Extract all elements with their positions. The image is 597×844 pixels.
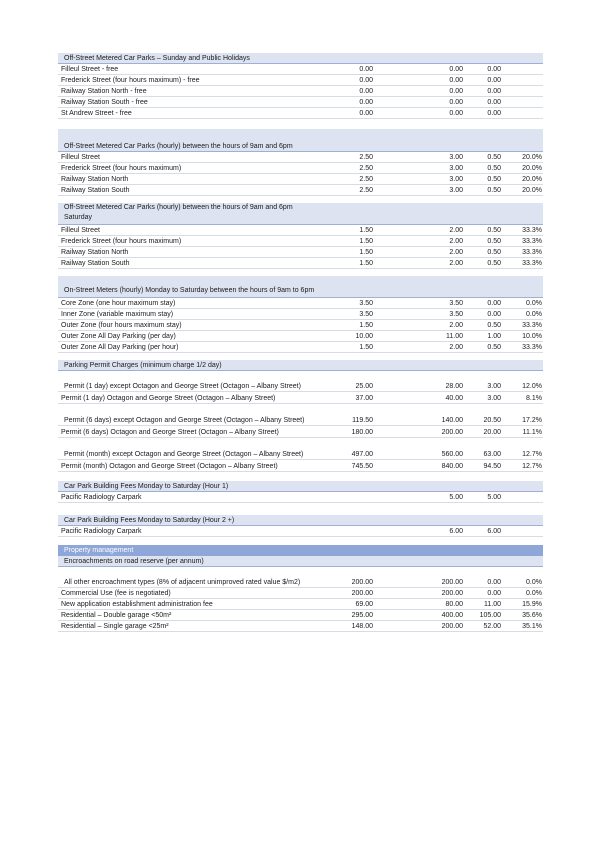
table-row <box>58 309 543 320</box>
cell-v1: 2.50 <box>359 176 373 183</box>
cell-v3: 11.00 <box>484 601 501 608</box>
row-label: Pacific Radiology Carpark <box>61 528 142 535</box>
row-label: Permit (1 day) Octagon and George Street (Octagon – Albany Street) <box>61 395 276 402</box>
table-row <box>58 460 543 472</box>
cell-v3: 0.50 <box>487 227 501 234</box>
cell-v3: 0.00 <box>487 77 501 84</box>
cell-v4: 33.3% <box>522 249 542 256</box>
cell-v2: 28.00 <box>445 383 463 390</box>
cell-v4: 20.0% <box>522 176 542 183</box>
cell-v1: 0.00 <box>359 88 373 95</box>
cell-v3: 3.00 <box>487 395 501 402</box>
table-row <box>58 75 543 86</box>
cell-v2: 2.00 <box>449 344 463 351</box>
cell-v1: 10.00 <box>355 333 373 340</box>
cell-v4: 20.0% <box>522 154 542 161</box>
row-label: Filleul Street - free <box>61 66 119 73</box>
cell-v4: 17.2% <box>522 417 542 424</box>
cell-v1: 200.00 <box>351 579 373 586</box>
table-row <box>58 64 543 75</box>
cell-v4: 20.0% <box>522 187 542 194</box>
row-label: Railway Station North - free <box>61 88 147 95</box>
cell-v4: 35.1% <box>522 623 542 630</box>
section-header <box>58 360 543 371</box>
cell-v3: 0.00 <box>487 88 501 95</box>
cell-v3: 0.00 <box>487 300 501 307</box>
cell-v3: 20.00 <box>483 429 501 436</box>
row-label: Pacific Radiology Carpark <box>61 494 142 501</box>
row-label: Frederick Street (four hours maximum) <box>61 238 182 245</box>
cell-v1: 119.50 <box>352 417 373 424</box>
cell-v2: 200.00 <box>441 579 463 586</box>
cell-v1: 148.00 <box>351 623 373 630</box>
cell-v2: 2.00 <box>449 249 463 256</box>
table-row <box>58 247 543 258</box>
spacer <box>58 567 543 577</box>
cell-v2: 3.50 <box>449 311 463 318</box>
table-row <box>58 152 543 163</box>
table-row <box>58 225 543 236</box>
cell-v3: 0.50 <box>487 322 501 329</box>
cell-v1: 3.50 <box>359 311 373 318</box>
cell-v2: 2.00 <box>449 227 463 234</box>
cell-v4: 12.7% <box>522 463 542 470</box>
cell-v2: 3.00 <box>449 165 463 172</box>
table-row <box>58 426 543 438</box>
cell-v2: 0.00 <box>449 66 463 73</box>
row-label: Frederick Street (four hours maximum) <box>61 165 182 172</box>
cell-v3: 0.00 <box>487 311 501 318</box>
cell-v1: 1.50 <box>359 260 373 267</box>
row-label: Permit (month) Octagon and George Street (Octagon – Albany Street) <box>61 463 278 470</box>
cell-v4: 33.3% <box>522 260 542 267</box>
property-section-header <box>58 545 543 556</box>
cell-v2: 0.00 <box>449 110 463 117</box>
section-header <box>58 129 543 152</box>
cell-v2: 3.00 <box>449 176 463 183</box>
spacer <box>58 353 543 360</box>
cell-v1: 200.00 <box>351 590 373 597</box>
cell-v2: 3.00 <box>449 154 463 161</box>
cell-v1: 0.00 <box>359 99 373 106</box>
row-label: Railway Station North <box>61 249 129 256</box>
cell-v3: 105.00 <box>479 612 501 619</box>
section-title: Encroachments on road reserve (per annum) <box>64 558 204 565</box>
section-header <box>58 53 543 64</box>
cell-v2: 2.00 <box>449 260 463 267</box>
cell-v3: 0.50 <box>487 344 501 351</box>
section-header <box>58 276 543 298</box>
section-title: Car Park Building Fees Monday to Saturday (Hour 2 +) <box>64 517 235 524</box>
cell-v4: 33.3% <box>522 227 542 234</box>
cell-v3: 0.50 <box>487 249 501 256</box>
cell-v4: 12.0% <box>522 383 542 390</box>
cell-v1: 3.50 <box>359 300 373 307</box>
row-label: Railway Station North <box>61 176 129 183</box>
cell-v1: 25.00 <box>355 383 373 390</box>
table-row <box>58 174 543 185</box>
cell-v4: 33.3% <box>522 344 542 351</box>
cell-v2: 400.00 <box>441 612 463 619</box>
cell-v4: 12.7% <box>522 451 542 458</box>
spacer <box>58 472 543 481</box>
section-title: Parking Permit Charges (minimum charge 1/2 day) <box>64 362 222 369</box>
cell-v3: 6.00 <box>487 528 501 535</box>
cell-v2: 80.00 <box>445 601 463 608</box>
cell-v2: 140.00 <box>441 417 463 424</box>
cell-v3: 0.00 <box>487 579 501 586</box>
table-row <box>58 577 543 588</box>
row-label: New application establishment administration fee <box>61 601 213 608</box>
spacer <box>58 438 543 448</box>
row-label: Inner Zone (variable maximum stay) <box>61 311 174 318</box>
table-row <box>58 448 543 460</box>
cell-v4: 0.0% <box>526 579 542 586</box>
row-label: St Andrew Street - free <box>61 110 132 117</box>
cell-v2: 11.00 <box>446 333 463 340</box>
cell-v1: 1.50 <box>359 249 373 256</box>
row-label: Permit (6 days) except Octagon and George Street (Octagon – Albany Street) <box>64 417 305 424</box>
row-label: Outer Zone All Day Parking (per day) <box>61 333 176 340</box>
table-row <box>58 108 543 119</box>
cell-v4: 35.6% <box>522 612 542 619</box>
cell-v1: 0.00 <box>359 77 373 84</box>
cell-v4: 33.3% <box>522 238 542 245</box>
cell-v3: 0.50 <box>487 154 501 161</box>
section-title: Off-Street Metered Car Parks – Sunday and Public Holidays <box>64 55 250 62</box>
cell-v3: 0.00 <box>487 590 501 597</box>
cell-v4: 33.3% <box>522 322 542 329</box>
fees-table <box>58 53 543 632</box>
cell-v3: 0.50 <box>487 176 501 183</box>
row-label: Permit (1 day) except Octagon and George Street (Octagon – Albany Street) <box>64 383 301 390</box>
cell-v1: 180.00 <box>351 429 373 436</box>
cell-v4: 0.0% <box>526 300 542 307</box>
cell-v3: 0.00 <box>487 110 501 117</box>
cell-v3: 0.00 <box>487 99 501 106</box>
table-row <box>58 97 543 108</box>
cell-v3: 0.50 <box>487 187 501 194</box>
section-title: Car Park Building Fees Monday to Saturday (Hour 1) <box>64 483 229 490</box>
spacer <box>58 196 543 203</box>
table-row <box>58 526 543 537</box>
cell-v4: 0.0% <box>526 590 542 597</box>
cell-v1: 0.00 <box>359 110 373 117</box>
section-header <box>58 556 543 567</box>
table-row <box>58 298 543 309</box>
spacer <box>58 371 543 380</box>
cell-v3: 3.00 <box>487 383 501 390</box>
table-row <box>58 621 543 632</box>
cell-v1: 1.50 <box>359 227 373 234</box>
row-label: Residential – Double garage <50m² <box>61 612 172 619</box>
table-row <box>58 414 543 426</box>
row-label: All other encroachment types (8% of adjacent unimproved rated value $/m2) <box>64 579 301 586</box>
row-label: Residential – Single garage <25m² <box>61 623 169 630</box>
cell-v1: 2.50 <box>359 187 373 194</box>
row-label: Filleul Street <box>61 227 100 234</box>
row-label: Permit (month) except Octagon and George Street (Octagon – Albany Street) <box>64 451 304 458</box>
section-title: Off-Street Metered Car Parks (hourly) between the hours of 9am and 6pm Saturday <box>64 204 293 221</box>
cell-v4: 0.0% <box>526 311 542 318</box>
section-header <box>58 203 543 225</box>
cell-v2: 5.00 <box>449 494 463 501</box>
table-row <box>58 599 543 610</box>
cell-v3: 1.00 <box>487 333 501 340</box>
cell-v2: 2.00 <box>449 322 463 329</box>
cell-v1: 295.00 <box>351 612 373 619</box>
cell-v1: 37.00 <box>355 395 373 402</box>
table-row <box>58 86 543 97</box>
cell-v3: 5.00 <box>487 494 501 501</box>
row-label: Railway Station South <box>61 187 130 194</box>
cell-v2: 200.00 <box>441 623 463 630</box>
cell-v1: 0.00 <box>359 66 373 73</box>
table-row <box>58 492 543 503</box>
row-label: Permit (6 days) Octagon and George Street (Octagon – Albany Street) <box>61 429 279 436</box>
cell-v2: 560.00 <box>441 451 463 458</box>
cell-v2: 40.00 <box>445 395 463 402</box>
cell-v2: 3.50 <box>449 300 463 307</box>
row-label: Railway Station South - free <box>61 99 148 106</box>
cell-v3: 0.50 <box>487 165 501 172</box>
spacer <box>58 503 543 515</box>
section-header <box>58 515 543 526</box>
property-title: Property management <box>64 547 134 554</box>
cell-v2: 3.00 <box>449 187 463 194</box>
table-row <box>58 258 543 269</box>
row-label: Outer Zone (four hours maximum stay) <box>61 322 182 329</box>
section-header <box>58 481 543 492</box>
spacer <box>58 537 543 545</box>
cell-v4: 8.1% <box>526 395 542 402</box>
cell-v2: 2.00 <box>449 238 463 245</box>
table-row <box>58 185 543 196</box>
table-row <box>58 342 543 353</box>
cell-v4: 20.0% <box>522 165 542 172</box>
cell-v2: 0.00 <box>449 77 463 84</box>
cell-v2: 200.00 <box>441 429 463 436</box>
row-label: Core Zone (one hour maximum stay) <box>61 300 176 307</box>
cell-v4: 10.0% <box>522 333 542 340</box>
cell-v3: 0.50 <box>487 260 501 267</box>
cell-v2: 0.00 <box>449 99 463 106</box>
cell-v1: 2.50 <box>359 154 373 161</box>
table-row <box>58 320 543 331</box>
row-label: Railway Station South <box>61 260 130 267</box>
spacer <box>58 404 543 414</box>
cell-v2: 0.00 <box>449 88 463 95</box>
spacer <box>58 269 543 276</box>
cell-v3: 0.00 <box>487 66 501 73</box>
row-label: Outer Zone All Day Parking (per hour) <box>61 344 179 351</box>
row-label: Filleul Street <box>61 154 100 161</box>
cell-v1: 1.50 <box>359 238 373 245</box>
cell-v3: 52.00 <box>483 623 501 630</box>
spacer <box>58 119 543 129</box>
cell-v4: 11.1% <box>522 429 542 436</box>
cell-v1: 2.50 <box>359 165 373 172</box>
table-row <box>58 331 543 342</box>
table-row <box>58 610 543 621</box>
table-row <box>58 163 543 174</box>
cell-v1: 745.50 <box>351 463 373 470</box>
table-row <box>58 588 543 599</box>
table-row <box>58 392 543 404</box>
cell-v1: 497.00 <box>351 451 373 458</box>
cell-v3: 63.00 <box>483 451 501 458</box>
table-row <box>58 236 543 247</box>
section-title: Off-Street Metered Car Parks (hourly) between the hours of 9am and 6pm <box>64 143 293 150</box>
cell-v1: 69.00 <box>355 601 373 608</box>
cell-v1: 1.50 <box>359 344 373 351</box>
row-label: Commercial Use (fee is negotiated) <box>61 590 171 597</box>
cell-v3: 0.50 <box>487 238 501 245</box>
row-label: Frederick Street (four hours maximum) - free <box>61 77 200 84</box>
cell-v2: 840.00 <box>441 463 463 470</box>
cell-v2: 6.00 <box>449 528 463 535</box>
cell-v4: 15.9% <box>522 601 542 608</box>
cell-v1: 1.50 <box>359 322 373 329</box>
cell-v3: 20.50 <box>483 417 501 424</box>
cell-v3: 94.50 <box>483 463 501 470</box>
table-row <box>58 380 543 392</box>
cell-v2: 200.00 <box>441 590 463 597</box>
section-title: On-Street Meters (hourly) Monday to Saturday between the hours of 9am to 6pm <box>64 287 315 294</box>
